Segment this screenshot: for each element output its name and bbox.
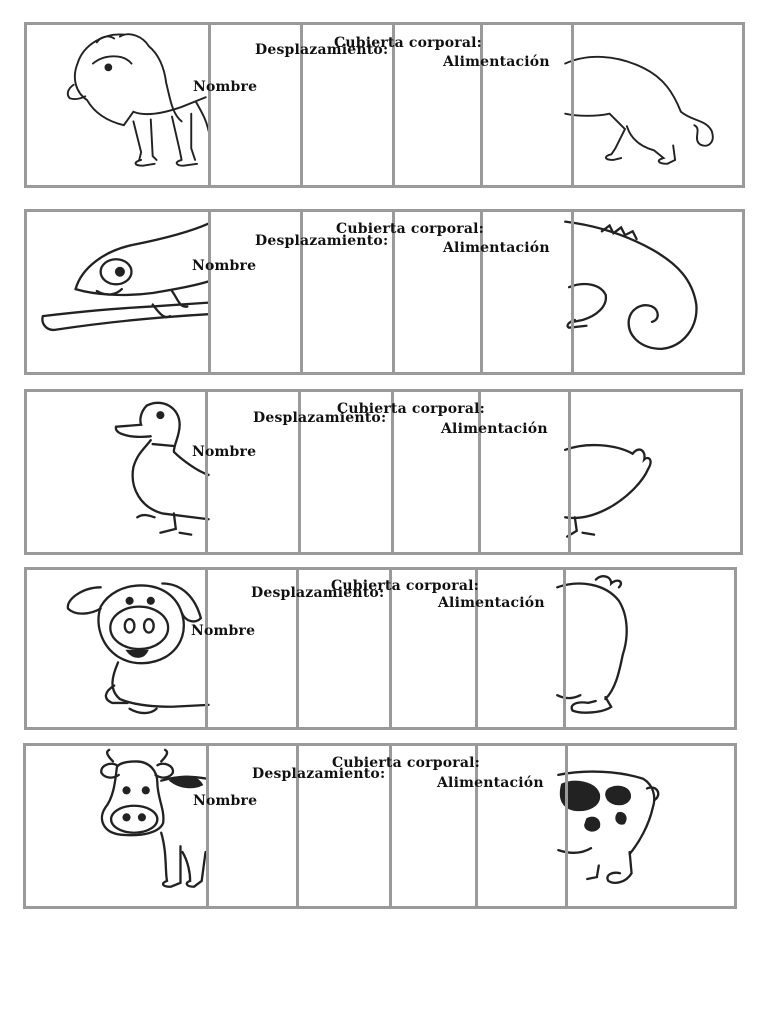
- column-divider: [205, 570, 208, 727]
- column-divider: [571, 212, 574, 372]
- label-feeding: Alimentación: [443, 54, 550, 70]
- label-movement: Desplazamiento:: [252, 766, 386, 782]
- label-movement: Desplazamiento:: [255, 233, 389, 249]
- animal-strip-duck: [24, 389, 743, 555]
- label-name: Nombre: [192, 258, 257, 274]
- label-covering: Cubierta corporal:: [337, 401, 486, 417]
- column-divider: [563, 570, 566, 727]
- label-covering: Cubierta corporal:: [332, 755, 481, 771]
- label-covering: Cubierta corporal:: [331, 578, 480, 594]
- label-name: Nombre: [193, 79, 258, 95]
- label-covering: Cubierta corporal:: [336, 221, 485, 237]
- label-feeding: Alimentación: [441, 421, 548, 437]
- label-name: Nombre: [191, 623, 256, 639]
- label-movement: Desplazamiento:: [255, 42, 389, 58]
- animal-strip-lion: [24, 22, 745, 188]
- label-name: Nombre: [192, 444, 257, 460]
- label-movement: Desplazamiento:: [253, 410, 387, 426]
- column-divider: [208, 212, 211, 372]
- column-divider: [208, 25, 211, 185]
- label-name: Nombre: [193, 793, 258, 809]
- column-divider: [206, 746, 209, 906]
- animal-strip-chameleon: [24, 209, 745, 375]
- label-covering: Cubierta corporal:: [334, 35, 483, 51]
- label-feeding: Alimentación: [437, 775, 544, 791]
- column-divider: [568, 392, 571, 552]
- animal-strip-cow: [23, 743, 737, 909]
- column-divider: [565, 746, 568, 906]
- column-divider: [571, 25, 574, 185]
- label-movement: Desplazamiento:: [251, 585, 385, 601]
- column-divider: [205, 392, 208, 552]
- animal-strip-pig: [24, 567, 737, 730]
- label-feeding: Alimentación: [443, 240, 550, 256]
- label-feeding: Alimentación: [438, 595, 545, 611]
